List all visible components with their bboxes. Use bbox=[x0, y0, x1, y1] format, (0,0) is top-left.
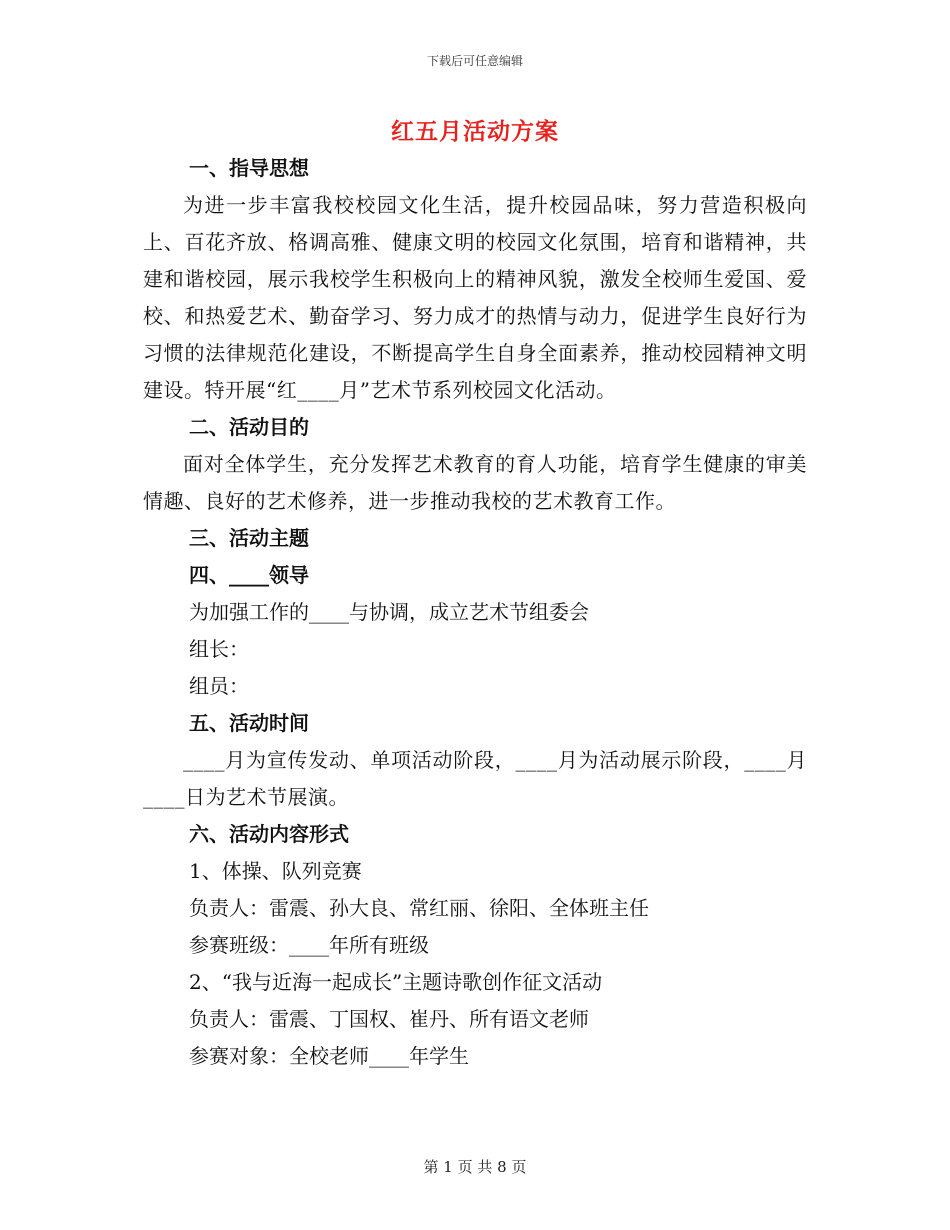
document-body bbox=[143, 150, 807, 1075]
page-footer: 第 1 页 共 8 页 bbox=[423, 1158, 527, 1176]
section-heading-activity-content: 六、活动内容形式 bbox=[189, 822, 349, 846]
group-leader-line: 组长： bbox=[189, 637, 249, 661]
section-heading-activity-time: 五、活动时间 bbox=[189, 711, 309, 735]
activity-item-1-title: 1、体操、队列竞赛 bbox=[189, 859, 362, 883]
leadership-line: 为加强工作的____与协调，成立艺术节组委会 bbox=[189, 600, 589, 624]
section-heading-leadership: 四、____领导 bbox=[189, 563, 309, 587]
section-heading-activity-purpose: 二、活动目的 bbox=[189, 415, 309, 439]
activity-item-1-participants: 参赛班级：____年所有班级 bbox=[189, 933, 429, 957]
section-heading-guiding-ideology: 一、指导思想 bbox=[189, 156, 309, 180]
paragraph-activity-purpose: 面对全体学生，充分发挥艺术教育的育人功能，培育学生健康的审美情趣、良好的艺术修养，进一步推动我校的艺术教育工作。 bbox=[143, 452, 807, 513]
section-heading-activity-theme: 三、活动主题 bbox=[189, 526, 309, 550]
page-header: 下载后可任意编辑 bbox=[426, 54, 523, 68]
group-members-line: 组员： bbox=[189, 674, 249, 698]
paragraph-activity-time: ____月为宣传发动、单项活动阶段，____月为活动展示阶段，____月____日为艺术节展演。 bbox=[143, 748, 807, 809]
paragraph-guiding-ideology: 为进一步丰富我校校园文化生活，提升校园品味，努力营造积极向上、百花齐放、格调高雅、健康文明的校园文化氛围，培育和谐精神，共建和谐校园，展示我校学生积极向上的精神风貌，激发全校师生爱国、爱校、和热爱艺术、勤奋学习、努力成才的热情与动力，促进学生良好行为习惯的法律规范化建设，不断提高学生自身全面素养，推动校园精神文明建设。特开展“红____月”艺术节系列校园文化活动。 bbox=[143, 193, 807, 402]
document-title: 红五月活动方案 bbox=[391, 118, 559, 145]
activity-item-2-participants: 参赛对象：全校老师____年学生 bbox=[189, 1044, 469, 1068]
activity-item-2-title: 2、“我与近海一起成长”主题诗歌创作征文活动 bbox=[189, 970, 603, 994]
activity-item-1-lead: 负责人：雷震、孙大良、常红丽、徐阳、全体班主任 bbox=[189, 896, 649, 920]
activity-item-2-lead: 负责人：雷震、丁国权、崔丹、所有语文老师 bbox=[189, 1007, 589, 1031]
